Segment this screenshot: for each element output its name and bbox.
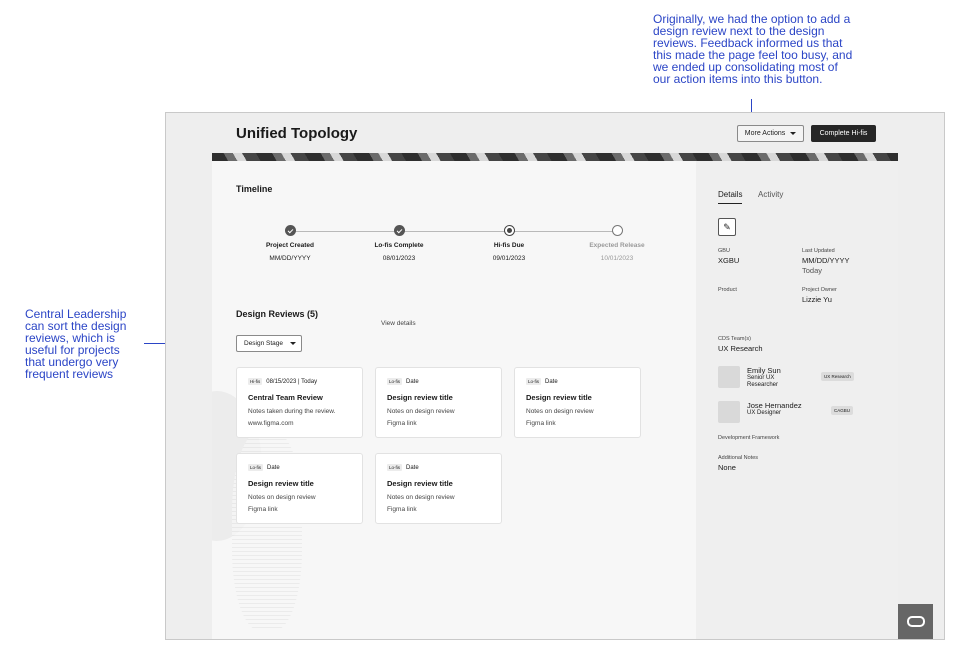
development-framework-label: Development Framework	[718, 435, 780, 441]
cds-team-value: UX Research	[718, 344, 763, 353]
gbu-label: GBU	[718, 248, 730, 254]
chat-icon	[907, 616, 925, 627]
additional-notes-value: None	[718, 463, 736, 472]
timeline-track	[290, 231, 617, 232]
complete-hifis-button[interactable]: Complete Hi-fis	[811, 125, 876, 142]
design-stage-dropdown[interactable]: Design Stage	[236, 335, 302, 352]
chat-button[interactable]	[898, 604, 933, 639]
app-window	[165, 112, 945, 640]
design-review-card[interactable]: Lo-fis Date Design review title Notes on design review Figma link	[514, 367, 641, 438]
figma-link[interactable]: Figma link	[248, 506, 278, 513]
product-label: Product	[718, 287, 737, 293]
details-sidebar	[696, 161, 898, 640]
figma-link[interactable]: Figma link	[387, 506, 417, 513]
figma-link[interactable]: Figma link	[526, 420, 556, 427]
stage-tag: Lo-fis	[389, 465, 401, 470]
view-details-link[interactable]: View details	[381, 320, 416, 327]
cds-team-label: CDS Team(s)	[718, 336, 751, 342]
gbu-value: XGBU	[718, 256, 740, 265]
timeline-step: Expected Release 10/01/2023	[572, 225, 662, 262]
design-review-card[interactable]: Hi-fis 08/15/2023 | Today Central Team Review Notes taken during the review. www.figma.com	[236, 367, 363, 438]
design-reviews-heading: Design Reviews (5)	[236, 309, 319, 319]
main-panel	[212, 161, 696, 640]
last-updated-value: MM/DD/YYYY	[802, 256, 850, 265]
team-tag: CAGBU	[831, 406, 853, 415]
last-updated-label: Last Updated	[802, 248, 835, 254]
edit-button[interactable]	[718, 218, 736, 236]
design-review-card[interactable]: Lo-fis Date Design review title Notes on design review Figma link	[375, 367, 502, 438]
timeline-step: Project Created MM/DD/YYYY	[245, 225, 335, 262]
current-step-icon	[504, 225, 515, 236]
design-review-card[interactable]: Lo-fis Date Design review title Notes on design review Figma link	[375, 453, 502, 524]
stage-tag: Lo-fis	[528, 379, 540, 384]
figma-link[interactable]: www.figma.com	[248, 420, 294, 427]
timeline-step: Lo-fis Complete 08/01/2023	[354, 225, 444, 262]
page-title: Unified Topology	[236, 125, 358, 142]
pencil-icon: ✎	[723, 221, 731, 232]
timeline-step: Hi-fis Due 09/01/2023	[464, 225, 554, 262]
team-tag: UX Research	[821, 372, 854, 381]
team-member: Jose Hernandez UX Designer CAGBU	[718, 401, 888, 423]
caret-down-icon	[790, 132, 796, 135]
design-review-card[interactable]: Lo-fis Date Design review title Notes on design review Figma link	[236, 453, 363, 524]
tab-details[interactable]: Details	[718, 190, 742, 204]
check-icon	[394, 225, 405, 236]
stage-tag: Lo-fis	[389, 379, 401, 384]
more-actions-button[interactable]: More Actions	[737, 125, 804, 142]
avatar	[718, 366, 740, 388]
project-banner	[212, 153, 898, 161]
future-step-icon	[612, 225, 623, 236]
stage-tag: Lo-fis	[250, 465, 262, 470]
project-owner-value: Lizzie Yu	[802, 295, 832, 304]
check-icon	[285, 225, 296, 236]
last-updated-relative: Today	[802, 266, 823, 275]
avatar	[718, 401, 740, 423]
annotation-sort: Central Leadership can sort the design reviews, which is useful for projects that undergo very frequent reviews	[25, 307, 127, 381]
tab-activity[interactable]: Activity	[758, 190, 784, 199]
project-owner-label: Project Owner	[802, 287, 837, 293]
caret-down-icon	[290, 342, 296, 345]
timeline-heading: Timeline	[236, 184, 273, 194]
team-member: Emily Sun Senior UX Researcher UX Research	[718, 366, 888, 388]
annotation-more-actions: Originally, we had the option to add a design review next to the design reviews. Feedback informed us that this made the page feel too busy, and we ended up consolidating most of our action items into this button.	[653, 12, 853, 86]
stage-tag: Hi-fis	[250, 379, 261, 384]
figma-link[interactable]: Figma link	[387, 420, 417, 427]
additional-notes-label: Additional Notes	[718, 455, 759, 461]
